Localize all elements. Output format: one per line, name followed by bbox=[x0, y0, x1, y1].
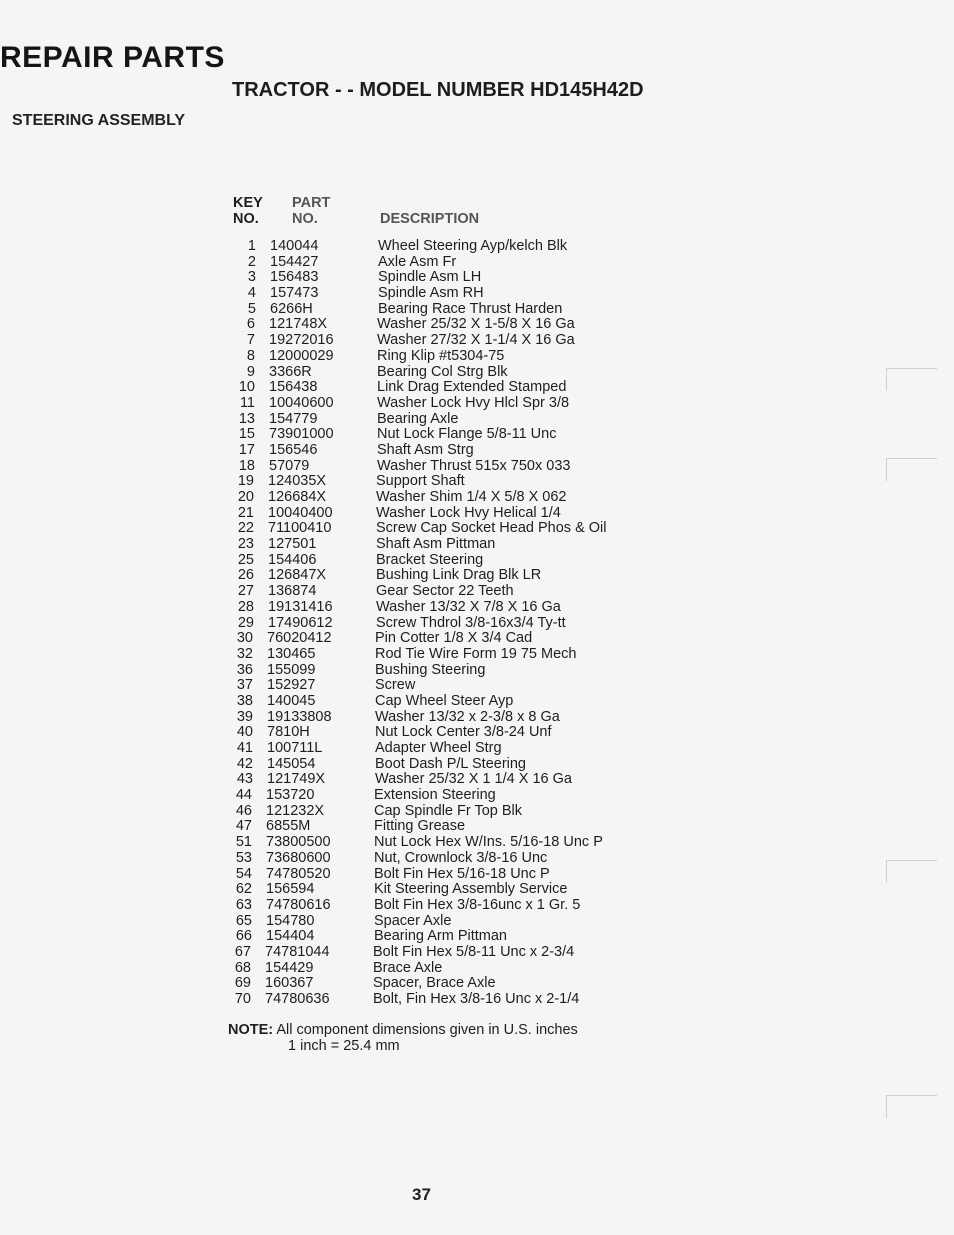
parts-row-key: 70 bbox=[234, 991, 251, 1007]
parts-row-part-number: 154406 bbox=[268, 551, 317, 568]
parts-row-part-number: 57079 bbox=[269, 457, 310, 474]
parts-row-key: 25 bbox=[237, 551, 254, 568]
parts-row-key: 15 bbox=[238, 426, 255, 443]
parts-row bbox=[225, 725, 648, 741]
parts-row-part-number: 126847X bbox=[268, 567, 327, 584]
parts-row-key: 5 bbox=[247, 300, 256, 317]
parts-row-part-number: 121749X bbox=[267, 771, 326, 788]
parts-row-part-number: 157473 bbox=[270, 285, 319, 302]
parts-row-key: 18 bbox=[238, 457, 255, 474]
parts-row bbox=[226, 474, 648, 490]
parts-row-description: Washer 13/32 x 2-3/8 x 8 Ga bbox=[375, 708, 560, 725]
parts-row bbox=[223, 976, 648, 992]
parts-row-description: Nut, Crownlock 3/8-16 Unc bbox=[374, 849, 548, 866]
parts-row bbox=[224, 819, 648, 835]
parts-row-key: 44 bbox=[235, 787, 252, 804]
parts-row-part-number: 154780 bbox=[266, 912, 315, 929]
parts-row-part-number: 100711L bbox=[267, 740, 323, 756]
parts-row-key: 54 bbox=[235, 865, 252, 882]
parts-row-key: 29 bbox=[237, 614, 254, 631]
parts-row-description: Washer Lock Hvy Helical 1/4 bbox=[376, 504, 561, 521]
parts-row-key: 9 bbox=[246, 363, 255, 380]
parts-row bbox=[226, 584, 648, 600]
parts-row-description: Rod Tie Wire Form 19 75 Mech bbox=[375, 645, 577, 662]
parts-row-description: Extension Steering bbox=[374, 787, 496, 804]
parts-row bbox=[226, 568, 648, 584]
parts-row-description: Adapter Wheel Strg bbox=[375, 740, 502, 756]
parts-row bbox=[228, 286, 648, 302]
parts-row-key: 36 bbox=[236, 661, 253, 678]
parts-row bbox=[226, 616, 648, 632]
parts-row-description: Fitting Grease bbox=[374, 818, 466, 835]
parts-row-description: Bearing Axle bbox=[377, 410, 459, 427]
parts-row-description: Brace Axle bbox=[373, 959, 443, 976]
parts-row-description: Pin Cotter 1/8 X 3/4 Cad bbox=[375, 630, 533, 647]
parts-row bbox=[227, 459, 648, 475]
note-line1: All component dimensions given in U.S. inches bbox=[276, 1022, 578, 1038]
parts-row-description: Shaft Asm Pittman bbox=[376, 536, 496, 553]
model-subtitle: TRACTOR - - MODEL NUMBER HD145H42D bbox=[232, 79, 644, 101]
parts-row bbox=[225, 631, 648, 647]
parts-row bbox=[228, 302, 648, 318]
parts-row-part-number: 71100410 bbox=[268, 520, 332, 537]
parts-row-description: Washer 13/32 X 7/8 X 16 Ga bbox=[376, 598, 561, 615]
parts-row-key: 51 bbox=[235, 834, 252, 851]
parts-row-part-number: 73901000 bbox=[269, 426, 334, 443]
parts-row-description: Cap Wheel Steer Ayp bbox=[375, 692, 514, 709]
parts-row-key: 66 bbox=[235, 928, 252, 945]
section-title: STEERING ASSEMBLY bbox=[12, 112, 186, 129]
parts-row-part-number: 19133808 bbox=[267, 708, 332, 725]
parts-row-description: Bearing Col Strg Blk bbox=[377, 363, 508, 380]
header-key-line2: NO. bbox=[233, 211, 259, 227]
parts-row-part-number: 7810H bbox=[267, 724, 310, 741]
parts-row bbox=[224, 835, 648, 851]
parts-row-description: Spacer, Brace Axle bbox=[373, 975, 496, 992]
parts-row-description: Spindle Asm RH bbox=[378, 285, 484, 302]
parts-row-part-number: 6266H bbox=[270, 300, 313, 317]
parts-row-key: 3 bbox=[247, 269, 256, 286]
parts-row bbox=[225, 710, 648, 726]
parts-row-part-number: 127501 bbox=[268, 536, 317, 553]
parts-row bbox=[228, 239, 648, 255]
parts-row-part-number: 154779 bbox=[269, 410, 318, 427]
parts-row-description: Boot Dash P/L Steering bbox=[375, 755, 526, 772]
parts-row bbox=[224, 882, 648, 898]
parts-row-key: 43 bbox=[236, 771, 253, 788]
parts-row-description: Gear Sector 22 Teeth bbox=[376, 583, 514, 600]
parts-row bbox=[227, 317, 648, 333]
parts-row bbox=[223, 961, 648, 977]
parts-row bbox=[224, 867, 648, 883]
parts-row bbox=[227, 349, 648, 365]
parts-row bbox=[225, 757, 648, 773]
parts-row-part-number: 12000029 bbox=[269, 347, 334, 364]
parts-row-description: Nut Lock Hex W/Ins. 5/16-18 Unc P bbox=[374, 834, 603, 851]
parts-row-description: Bolt Fin Hex 5/8-11 Unc x 2-3/4 bbox=[373, 943, 575, 960]
page-number: 37 bbox=[412, 1185, 431, 1204]
parts-row-key: 19 bbox=[237, 473, 254, 490]
header-description: DESCRIPTION bbox=[380, 211, 480, 227]
parts-row bbox=[225, 772, 648, 788]
parts-row bbox=[226, 506, 648, 522]
parts-row-part-number: 153720 bbox=[266, 787, 315, 804]
parts-row-key: 28 bbox=[237, 598, 254, 615]
parts-row-key: 1 bbox=[247, 238, 256, 254]
parts-row-key: 63 bbox=[235, 896, 252, 913]
parts-row-part-number: 160367 bbox=[265, 975, 314, 992]
note-line2: 1 inch = 25.4 mm bbox=[288, 1038, 400, 1054]
parts-row-description: Bearing Race Thrust Harden bbox=[378, 300, 563, 317]
parts-row-description: Kit Steering Assembly Service bbox=[374, 881, 568, 898]
parts-row-key: 39 bbox=[236, 708, 253, 725]
parts-row bbox=[227, 380, 648, 396]
parts-row bbox=[227, 333, 648, 349]
parts-row-description: Washer Shim 1/4 X 5/8 X 062 bbox=[376, 489, 567, 505]
parts-row-key: 22 bbox=[237, 520, 254, 537]
parts-row bbox=[224, 898, 648, 914]
parts-row bbox=[227, 443, 648, 459]
parts-row-part-number: 154429 bbox=[265, 959, 314, 976]
parts-row-key: 27 bbox=[237, 583, 254, 600]
parts-row-key: 23 bbox=[237, 536, 254, 553]
parts-row-description: Screw Cap Socket Head Phos & Oil bbox=[376, 520, 607, 537]
parts-row bbox=[228, 255, 648, 271]
parts-row-part-number: 145054 bbox=[267, 755, 316, 772]
parts-row-description: Bolt Fin Hex 3/8-16unc x 1 Gr. 5 bbox=[374, 896, 581, 913]
parts-row-description: Support Shaft bbox=[376, 473, 465, 490]
parts-row bbox=[228, 270, 648, 286]
parts-row bbox=[227, 427, 648, 443]
parts-row-part-number: 126684X bbox=[268, 489, 327, 505]
parts-row-part-number: 17490612 bbox=[268, 614, 333, 631]
scan-artifact bbox=[886, 860, 937, 883]
parts-row-part-number: 156483 bbox=[270, 269, 319, 286]
page-title: REPAIR PARTS bbox=[0, 41, 225, 74]
parts-row-key: 4 bbox=[247, 285, 256, 302]
parts-row-part-number: 136874 bbox=[268, 583, 317, 600]
parts-row bbox=[223, 945, 648, 961]
parts-row-key: 30 bbox=[236, 630, 253, 647]
parts-row-key: 62 bbox=[235, 881, 252, 898]
parts-row-description: Bushing Steering bbox=[375, 661, 486, 678]
parts-row-part-number: 74780616 bbox=[266, 896, 331, 913]
parts-row-key: 65 bbox=[235, 912, 252, 929]
parts-row-key: 17 bbox=[238, 441, 255, 458]
parts-row-part-number: 6855M bbox=[266, 818, 311, 835]
parts-row-key: 41 bbox=[236, 740, 253, 756]
parts-row bbox=[224, 914, 648, 930]
parts-row-key: 46 bbox=[235, 802, 252, 819]
parts-row-description: Wheel Steering Ayp/kelch Blk bbox=[378, 238, 568, 254]
parts-row-description: Bracket Steering bbox=[376, 551, 484, 568]
parts-row-part-number: 156438 bbox=[269, 379, 318, 396]
parts-row-part-number: 155099 bbox=[267, 661, 316, 678]
parts-row-part-number: 74780520 bbox=[266, 865, 331, 882]
parts-row bbox=[224, 851, 648, 867]
parts-row-description: Washer 25/32 X 1 1/4 X 16 Ga bbox=[375, 771, 572, 788]
parts-row-description: Link Drag Extended Stamped bbox=[377, 379, 567, 396]
parts-row-key: 6 bbox=[246, 316, 255, 333]
header-part-line2: NO. bbox=[292, 211, 318, 227]
parts-row bbox=[225, 678, 648, 694]
parts-row-description: Shaft Asm Strg bbox=[377, 441, 474, 458]
parts-row-part-number: 140044 bbox=[270, 238, 319, 254]
parts-row-key: 40 bbox=[236, 724, 253, 741]
parts-list bbox=[228, 239, 648, 1008]
parts-row-key: 69 bbox=[234, 975, 251, 992]
parts-row-part-number: 10040600 bbox=[269, 394, 334, 411]
parts-row-key: 37 bbox=[236, 677, 253, 694]
parts-row-key: 53 bbox=[235, 849, 252, 866]
parts-row bbox=[226, 553, 648, 569]
parts-row bbox=[226, 490, 648, 506]
parts-row-description: Spindle Asm LH bbox=[378, 269, 482, 286]
parts-row bbox=[225, 663, 648, 679]
parts-row-key: 7 bbox=[246, 332, 255, 349]
parts-row-part-number: 76020412 bbox=[267, 630, 332, 647]
parts-row-part-number: 73680600 bbox=[266, 849, 331, 866]
parts-row-key: 67 bbox=[234, 943, 251, 960]
parts-row-description: Bushing Link Drag Blk LR bbox=[376, 567, 542, 584]
header-part-line1: PART bbox=[292, 195, 331, 211]
parts-row-part-number: 154427 bbox=[270, 253, 319, 270]
parts-row-description: Bearing Arm Pittman bbox=[374, 928, 507, 945]
parts-row bbox=[227, 396, 648, 412]
parts-row-key: 68 bbox=[234, 959, 251, 976]
parts-row-part-number: 156594 bbox=[266, 881, 315, 898]
scan-artifact bbox=[886, 1095, 937, 1118]
parts-row-key: 13 bbox=[238, 410, 255, 427]
parts-row-key: 20 bbox=[237, 489, 254, 505]
parts-row-part-number: 130465 bbox=[267, 645, 316, 662]
parts-row-part-number: 73800500 bbox=[266, 834, 331, 851]
parts-row bbox=[226, 521, 648, 537]
parts-row-part-number: 140045 bbox=[267, 692, 316, 709]
parts-row bbox=[225, 647, 648, 663]
parts-row bbox=[223, 992, 648, 1008]
parts-row-description: Washer 27/32 X 1-1/4 X 16 Ga bbox=[377, 332, 575, 349]
parts-row-part-number: 74781044 bbox=[265, 943, 330, 960]
parts-row-key: 26 bbox=[237, 567, 254, 584]
scan-artifact bbox=[886, 368, 937, 391]
parts-row bbox=[225, 741, 648, 757]
parts-row-key: 2 bbox=[247, 253, 256, 270]
note bbox=[228, 1022, 578, 1054]
parts-row-part-number: 74780636 bbox=[265, 991, 330, 1007]
parts-row-description: Spacer Axle bbox=[374, 912, 452, 929]
parts-row-key: 42 bbox=[236, 755, 253, 772]
parts-row-description: Nut Lock Flange 5/8-11 Unc bbox=[377, 426, 557, 443]
parts-row-part-number: 124035X bbox=[268, 473, 327, 490]
parts-row-description: Bolt, Fin Hex 3/8-16 Unc x 2-1/4 bbox=[373, 991, 580, 1007]
parts-row-part-number: 121748X bbox=[269, 316, 328, 333]
parts-row-key: 21 bbox=[237, 504, 254, 521]
parts-row-part-number: 19131416 bbox=[268, 598, 333, 615]
parts-row bbox=[227, 412, 648, 428]
parts-row-part-number: 3366R bbox=[269, 363, 312, 380]
parts-row-key: 32 bbox=[236, 645, 253, 662]
parts-row bbox=[227, 365, 648, 381]
parts-row bbox=[225, 694, 648, 710]
note-label: NOTE: bbox=[228, 1022, 274, 1038]
parts-row-key: 11 bbox=[239, 394, 255, 411]
parts-row-key: 10 bbox=[238, 379, 255, 396]
parts-row-part-number: 10040400 bbox=[268, 504, 333, 521]
parts-row-key: 38 bbox=[236, 692, 253, 709]
parts-row-description: Screw Thdrol 3/8-16x3/4 Ty-tt bbox=[376, 614, 566, 631]
parts-row-description: Washer 25/32 X 1-5/8 X 16 Ga bbox=[377, 316, 575, 333]
parts-row-key: 47 bbox=[235, 818, 252, 835]
parts-row bbox=[224, 788, 648, 804]
parts-row-part-number: 156546 bbox=[269, 441, 318, 458]
parts-row bbox=[224, 929, 648, 945]
parts-row-description: Axle Asm Fr bbox=[378, 253, 457, 270]
header-key-line1: KEY bbox=[233, 195, 263, 211]
parts-row-part-number: 19272016 bbox=[269, 332, 334, 349]
parts-row bbox=[226, 600, 648, 616]
parts-row-description: Screw bbox=[375, 677, 416, 694]
parts-row-part-number: 154404 bbox=[266, 928, 315, 945]
parts-row-description: Ring Klip #t5304-75 bbox=[377, 347, 505, 364]
parts-row-part-number: 121232X bbox=[266, 802, 325, 819]
parts-row-part-number: 152927 bbox=[267, 677, 316, 694]
parts-row-description: Nut Lock Center 3/8-24 Unf bbox=[375, 724, 552, 741]
parts-row bbox=[224, 804, 648, 820]
parts-row-description: Bolt Fin Hex 5/16-18 Unc P bbox=[374, 865, 550, 882]
parts-row-key: 8 bbox=[246, 347, 255, 364]
parts-row-description: Washer Thrust 515x 750x 033 bbox=[377, 457, 571, 474]
scan-artifact bbox=[886, 458, 937, 481]
parts-row bbox=[226, 537, 648, 553]
parts-row-description: Cap Spindle Fr Top Blk bbox=[374, 802, 523, 819]
parts-row-description: Washer Lock Hvy Hlcl Spr 3/8 bbox=[377, 394, 570, 411]
